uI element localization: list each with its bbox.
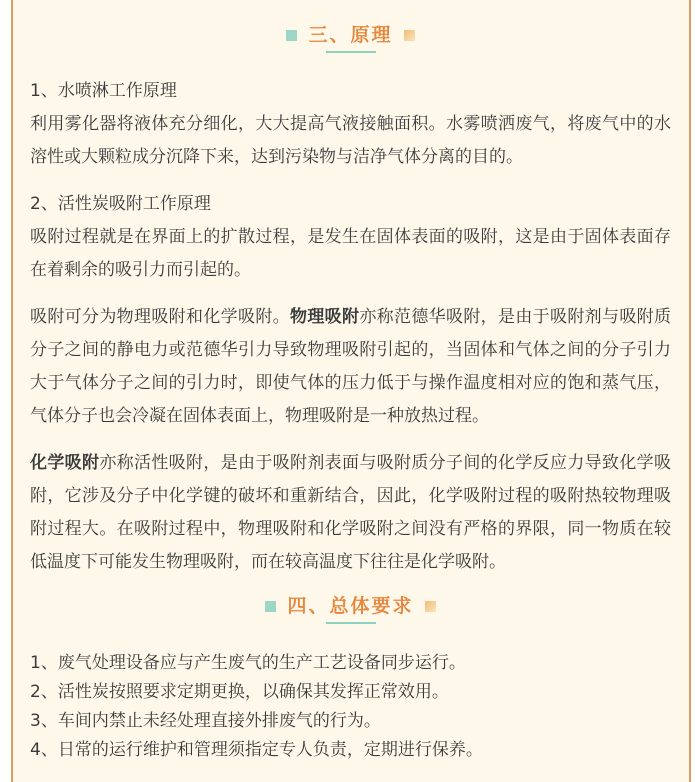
paragraph-heading: 2、活性炭吸附工作原理 [30, 194, 211, 214]
title-underline [326, 51, 376, 53]
list-item: 3、车间内禁止未经处理直接外排废气的行为。 [30, 711, 381, 731]
list-item: 2、活性炭按照要求定期更换，以确保其发挥正常效用。 [30, 682, 449, 702]
teal-square-icon [265, 601, 276, 612]
list-item: 4、日常的运行维护和管理须指定专人负责，定期进行保养。 [30, 740, 483, 760]
section-header [30, 593, 671, 619]
title-underline [326, 622, 376, 624]
orange-square-icon [404, 30, 415, 41]
bold-term: 化学吸附 [30, 453, 100, 473]
article-page [11, 0, 691, 782]
section-principles-header [30, 22, 671, 53]
section-title: 三、原理 [308, 24, 393, 46]
section-header [30, 22, 671, 48]
bold-term: 物理吸附 [290, 307, 360, 327]
paragraph [30, 301, 671, 433]
paragraph: 利用雾化器将液体充分细化，大大提高气液接触面积。水雾喷洒废气，将废气中的水溶性或大颗粒成分沉降下来，达到污染物与洁净气体分离的目的。 [30, 114, 671, 167]
paragraph [30, 447, 671, 579]
paragraph-text: 亦称活性吸附，是由于吸附剂表面与吸附质分子间的化学反应力导致化学吸附，它涉及分子中化学键的破坏和重新结合，因此，化学吸附过程的吸附热较物理吸附过程大。在吸附过程中，物理吸附和化学吸附之间没有严格的界限，同一物质在较低温度下可能发生物理吸附，而在较高温度下往往是化学吸附。 [30, 453, 672, 572]
section-title: 四、总体要求 [287, 595, 414, 617]
orange-square-icon [425, 601, 436, 612]
paragraph-heading: 1、水喷淋工作原理 [30, 81, 177, 101]
list-item: 1、废气处理设备应与产生废气的生产工艺设备同步运行。 [30, 653, 466, 673]
paragraph-text: 吸附可分为物理吸附和化学吸附。 [30, 307, 290, 327]
section-requirements-header [30, 593, 671, 624]
paragraph: 吸附过程就是在界面上的扩散过程，是发生在固体表面的吸附，这是由于固体表面存在着剩余的吸引力而引起的。 [30, 227, 671, 280]
requirements-list [30, 649, 671, 765]
teal-square-icon [286, 30, 297, 41]
section-principles-body [30, 75, 671, 579]
paragraph-text: 亦称范德华吸附，是由于吸附剂与吸附质分子之间的静电力或范德华引力导致物理吸附引起的，当固体和气体之间的分子引力大于气体分子之间的引力时，即使气体的压力低于与操作温度相对应的饱和蒸气压，气体分子也会冷凝在固体表面上，物理吸附是一种放热过程。 [30, 307, 672, 426]
